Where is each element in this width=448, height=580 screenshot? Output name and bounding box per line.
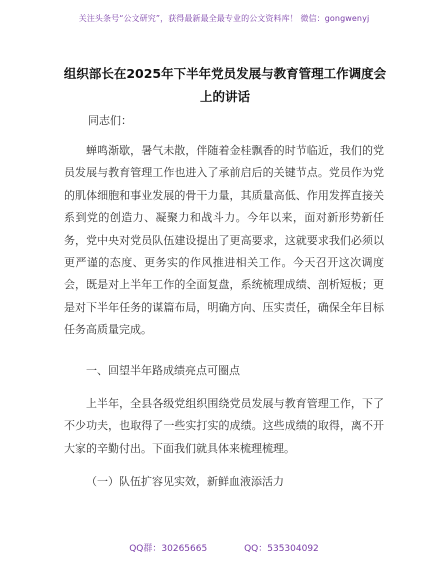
body-paragraph-1: 蝉鸣渐歇，暑气未散，伴随着金桂飘香的时节临近，我们的党员发展与教育管理工作也进入了承前启后的关键节点。党员作为党的肌体细胞和事业发展的骨干力量，其质量高低、作用发挥直接关系到党的创造力、凝聚力和战斗力。今年以来，面对新形势新任务，党中央对党员队伍建设提出了更高要求，这就要求我们必须以更严谨的态度、更务实的作风推进相关工作。今天召开这次调度会，既是对上半年工作的全面复盘，系统梳理成绩、剖析短板；更是对下半年任务的谋篇布局，明确方向、压实责任，确保全年目标任务高质量完成。 <box>64 144 384 337</box>
section-heading-1: 一、回望半年路成绩亮点可圈点 <box>86 364 240 377</box>
footer-qq-group: QQ群：30265665 <box>129 544 208 554</box>
footer-qq-contact: QQ：535304092 <box>244 544 319 554</box>
document-title: 组织部长在2025年下半年党员发展与教育管理工作调度会上的讲话 <box>63 66 387 104</box>
body-paragraph-2: 上半年，全县各级党组织围绕党员发展与教育管理工作，下了不少功夫，也取得了一些实打实的成绩。这些成绩的取得，离不开大家的辛勤付出。下面我们就具体来梳理梳理。 <box>64 397 384 455</box>
header-banner: 关注头条号“公文研究”，获得最新最全最专业的公文资料库！ 微信：gongwenyj <box>78 14 370 23</box>
salutation: 同志们： <box>88 114 132 127</box>
footer <box>0 541 448 554</box>
subsection-heading-1: （一）队伍扩容见实效，新鲜血液添活力 <box>86 475 284 488</box>
